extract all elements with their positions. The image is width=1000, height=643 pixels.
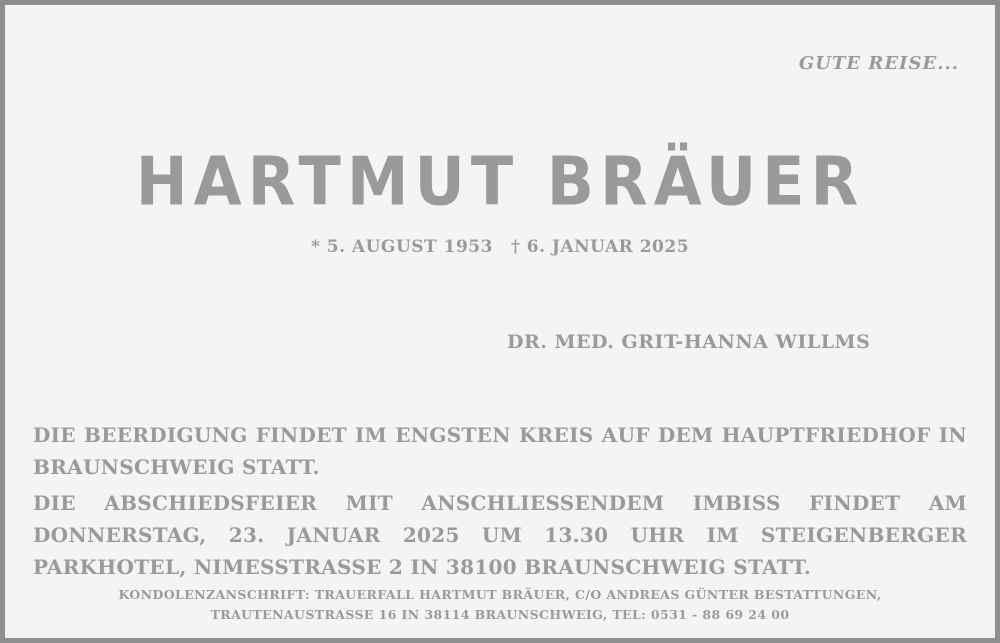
life-dates [5, 237, 995, 257]
mourner-name: DR. MED. GRIT-HANNA WILLMS [507, 331, 871, 353]
obituary-notice [5, 5, 995, 638]
motto: GUTE REISE... [798, 53, 959, 74]
condolence-line-1: KONDOLENZANSCHRIFT: TRAUERFALL HARTMUT BRÄUER, C/O ANDREAS GÜNTER BESTATTUNGEN, [118, 587, 882, 602]
death-date: † 6. JANUAR 2025 [510, 237, 690, 257]
condolence-address [5, 585, 995, 625]
birth-date: * 5. AUGUST 1953 [310, 237, 493, 257]
burial-paragraph: DIE BEERDIGUNG FINDET IM ENGSTEN KREIS AUF DEM HAUPTFRIEDHOF IN BRAUNSCHWEIG STATT. [33, 423, 967, 479]
farewell-paragraph: DIE ABSCHIEDSFEIER MIT ANSCHLIESSENDEM IMBISS FINDET AM DONNERSTAG, 23. JANUAR 2025 UM 13.30 UHR IM STEIGENBERGER PARKHOTEL, NIMESSTRASSE 2 IN 38100 BRAUNSCHWEIG STATT. [33, 491, 967, 579]
condolence-line-2: TRAUTENAUSTRASSE 16 IN 38114 BRAUNSCHWEIG, TEL: 0531 - 88 69 24 00 [210, 607, 790, 622]
deceased-name: HARTMUT BRÄUER [135, 142, 865, 221]
